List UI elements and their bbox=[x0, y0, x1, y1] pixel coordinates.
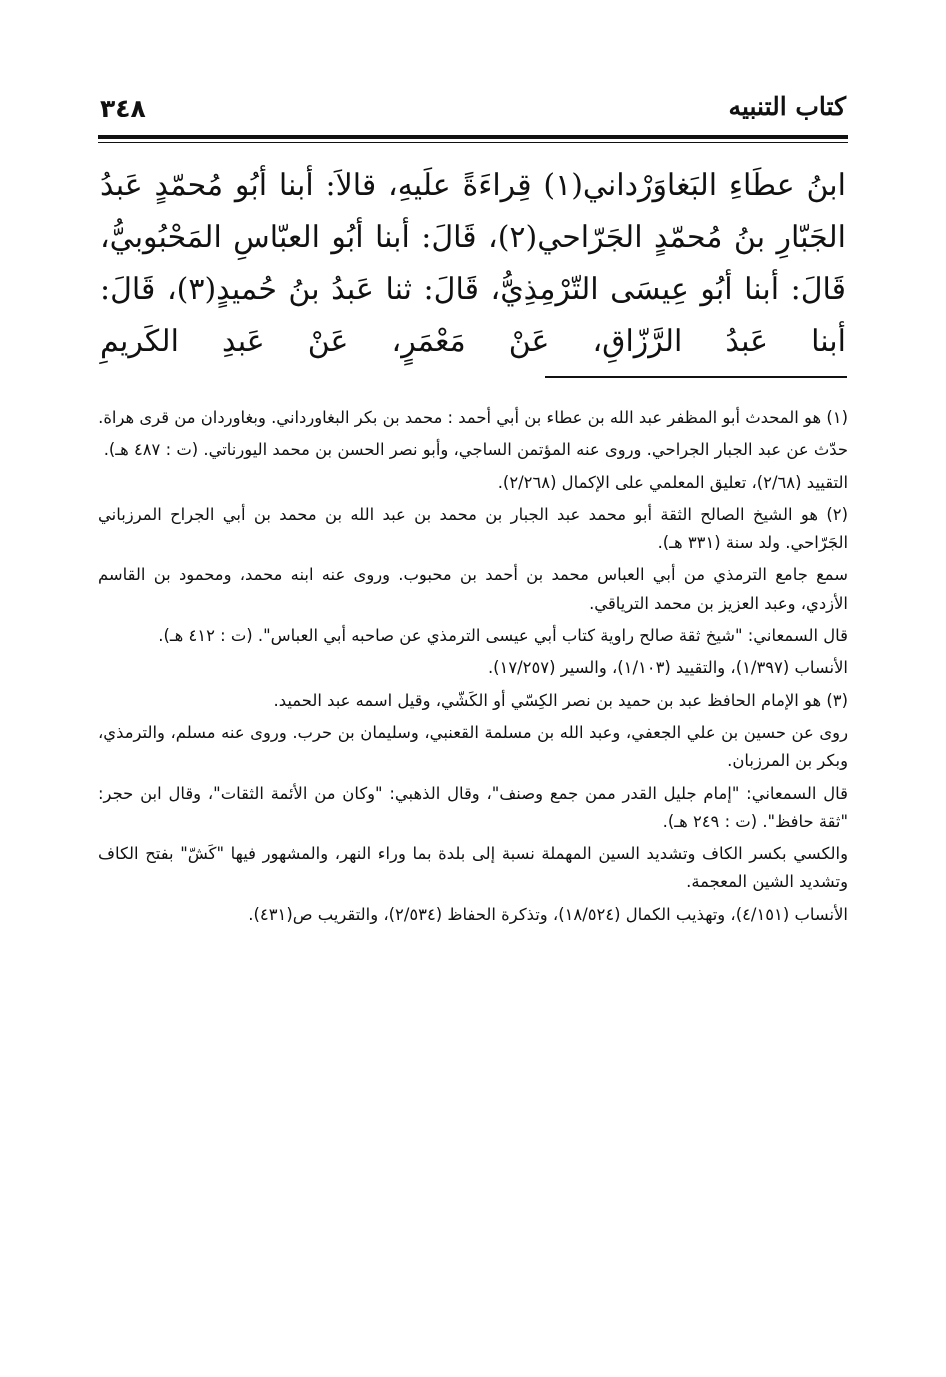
footnote-1-sources: التقييد (٢/٦٨)، تعليق المعلمي على الإكمال (٢/٢٦٨). bbox=[497, 472, 848, 492]
footnote-3-nisba: والكسي بكسر الكاف وتشديد السين المهملة نسبة إلى بلدة بما وراء النهر، والمشهور فيها "كَشّ" بفتح الكاف وتشديد الشين المعجمة. bbox=[98, 844, 848, 892]
footnote-2-narrators: سمع جامع الترمذي من أبي العباس محمد بن أحمد بن محبوب. وروى عنه ابنه محمد، ومحمود بن القاسم الأزدي، وعبد العزيز بن محمد الترياقي. bbox=[98, 565, 848, 613]
header-rule-thick bbox=[98, 135, 848, 139]
footnotes bbox=[98, 404, 848, 933]
footnote-separator bbox=[545, 376, 847, 378]
footnote-2-sources: الأنساب (١/٣٩٧)، والتقييد (١/١٠٣)، والسير (١٧/٢٥٧). bbox=[487, 658, 848, 678]
main-text bbox=[100, 160, 846, 368]
footnote-3-narrators: روى عن حسين بن علي الجعفي، وعبد الله بن مسلمة القعنبي، وسليمان بن حرب. وروى عنه مسلم، والترمذي، وبكر بن المرزبان. bbox=[98, 722, 848, 771]
running-header bbox=[100, 92, 846, 132]
page-number: ٣٤٨ bbox=[100, 94, 146, 123]
footnote-1: (١) هو المحدث أبو المظفر عبد الله بن عطاء بن أبي أحمد : محمد بن بكر البغاورداني. وبغاوردان من قرى هراة. bbox=[98, 408, 848, 427]
book-title: كتاب التنبيه bbox=[728, 92, 846, 121]
footnote-3: (٣) هو الإمام الحافظ عبد بن حميد بن نصر الكِسّي أو الكَشّي، وقيل اسمه عبد الحميد. bbox=[273, 690, 848, 710]
footnote-1-narrators: حدّث عن عبد الجبار الجراحي. وروى عنه المؤتمن الساجي، وأبو نصر الحسن بن محمد اليورناتي. (ت : ٤٨٧ هـ). bbox=[103, 440, 848, 460]
main-paragraph: ابنُ عطَاءِ البَغاوَرْداني(١) قِراءَةً علَيهِ، قالاَ: أبنا أبُو مُحمّدٍ عَبدُ الجَبّارِ بنُ مُحمّدٍ الجَرّاحي(٢)، قَالَ: أبنا أبُو العبّاسِ المَحْبُوبيُّ، قَالَ: أبنا أبُو عِيسَى التّرْمِذِيُّ، قَالَ: ثنا عَبدُ بنُ حُميدٍ(٣)، قَالَ: أبنا عَبدُ الرَّزّاقِ، عَنْ مَعْمَرٍ، عَنْ عَبدِ الكَريمِ bbox=[100, 168, 846, 359]
footnote-3-sources: الأنساب (٤/١٥١)، وتهذيب الكمال (١٨/٥٢٤)، وتذكرة الحفاظ (٢/٥٣٤)، والتقريب ص(٤٣١). bbox=[248, 904, 848, 924]
footnote-2-quote: قال السمعاني: "شيخ ثقة صالح راوية كتاب أبي عيسى الترمذي عن صاحبه أبي العباس". (ت : ٤١٢ هـ). bbox=[158, 626, 848, 646]
footnote-2: (٢) هو الشيخ الصالح الثقة أبو محمد عبد الجبار بن محمد بن عبد الله بن محمد بن أبي الجراح المرزباني الجَرّاحي. ولد سنة (٣٣١ هـ). bbox=[98, 504, 848, 553]
header-rule-thin bbox=[98, 142, 848, 143]
footnote-3-quotes: قال السمعاني: "إمام جليل القدر ممن جمع وصنف"، وقال الذهبي: "وكان من الأئمة الثقات"، وقال ابن حجر: "ثقة حافظ". (ت : ٢٤٩ هـ). bbox=[98, 783, 848, 831]
